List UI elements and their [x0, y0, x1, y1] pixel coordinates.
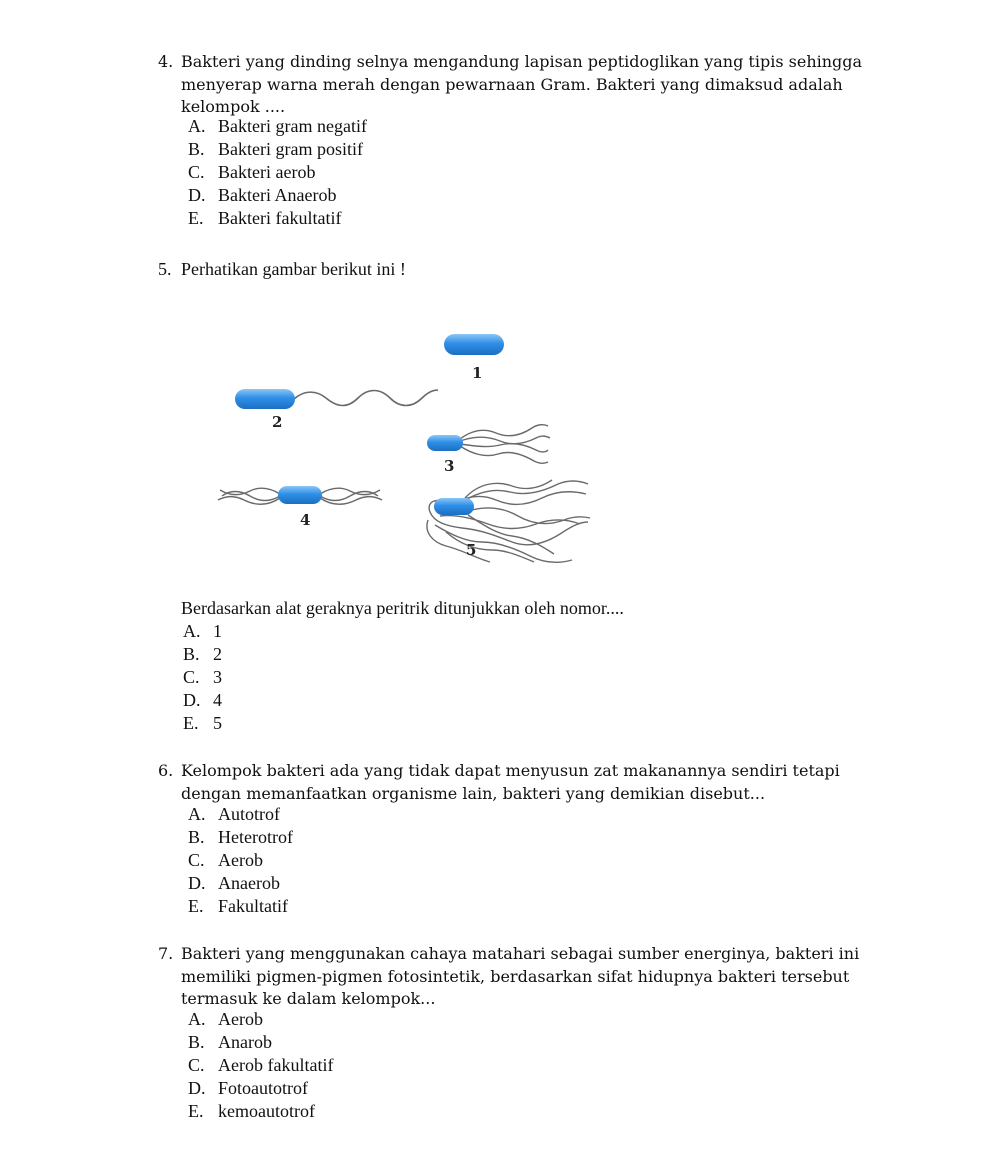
option-b[interactable]: B. Anarob	[188, 1032, 272, 1052]
option-a[interactable]: A. Aerob	[188, 1009, 263, 1029]
question-5	[158, 258, 406, 280]
question-line: kelompok ....	[181, 97, 286, 116]
option-a[interactable]: A. 1	[183, 621, 222, 641]
option-c[interactable]: C. Aerob fakultatif	[188, 1055, 334, 1075]
question-line: dengan memanfaatkan organisme lain, bakteri yang demikian disebut...	[181, 783, 766, 803]
question-line: termasuk ke dalam kelompok...	[181, 989, 436, 1008]
question-line: Kelompok bakteri ada yang tidak dapat menyusun zat makanannya sendiri tetapi	[181, 761, 840, 780]
label-3: 3	[444, 457, 455, 475]
label-5: 5	[466, 541, 477, 559]
question-prompt: Perhatikan gambar berikut ini !	[181, 259, 406, 279]
bacterium-4-cell	[278, 486, 322, 504]
bacterium-5-cell	[434, 498, 474, 515]
option-e[interactable]: E. Fakultatif	[188, 896, 288, 916]
bacterium-5-flagella	[427, 480, 590, 562]
option-e[interactable]: E. kemoautotrof	[188, 1101, 315, 1121]
question-text	[181, 943, 859, 1011]
bacterium-1-cell	[444, 334, 504, 355]
label-4: 4	[300, 511, 311, 529]
option-a[interactable]: A. Bakteri gram negatif	[188, 116, 367, 136]
question-number: 4.	[158, 52, 174, 71]
bacteria-flagella-figure	[200, 320, 620, 570]
option-b[interactable]: B. 2	[183, 644, 222, 664]
question-number: 7.	[158, 944, 174, 963]
option-c[interactable]: C. Bakteri aerob	[188, 162, 316, 182]
bacterium-2-cell	[235, 389, 295, 409]
question-number: 5.	[158, 259, 172, 279]
bacterium-3-flagella	[460, 425, 550, 464]
question-line: Bakteri yang menggunakan cahaya matahari sebagai sumber energinya, bakteri ini	[181, 944, 860, 963]
option-e[interactable]: E. Bakteri fakultatif	[188, 208, 342, 228]
option-d[interactable]: D. 4	[183, 690, 222, 710]
question-line: menyerap warna merah dengan pewarnaan Gram. Bakteri yang dimaksud adalah	[181, 74, 843, 94]
option-c[interactable]: C. 3	[183, 667, 222, 687]
question-line: memiliki pigmen-pigmen fotosintetik, berdasarkan sifat hidupnya bakteri tersebut	[181, 966, 850, 986]
option-d[interactable]: D. Fotoautotrof	[188, 1078, 308, 1098]
question-line: Bakteri yang dinding selnya mengandung lapisan peptidoglikan yang tipis sehingga	[181, 52, 863, 71]
option-b[interactable]: B. Heterotrof	[188, 827, 293, 847]
label-1: 1	[472, 364, 483, 382]
option-a[interactable]: A. Autotrof	[188, 804, 280, 824]
option-e[interactable]: E. 5	[183, 713, 222, 733]
option-d[interactable]: D. Anaerob	[188, 873, 280, 893]
question-5-question: Berdasarkan alat geraknya peritrik ditunjukkan oleh nomor....	[181, 598, 624, 618]
option-b[interactable]: B. Bakteri gram positif	[188, 139, 363, 159]
question-text	[181, 760, 840, 805]
bacterium-3-cell	[427, 435, 463, 451]
option-c[interactable]: C. Aerob	[188, 850, 263, 870]
option-d[interactable]: D. Bakteri Anaerob	[188, 185, 337, 205]
question-text	[181, 51, 862, 119]
bacterium-2-flagellum	[294, 390, 438, 406]
label-2: 2	[272, 413, 283, 431]
question-number: 6.	[158, 761, 174, 780]
